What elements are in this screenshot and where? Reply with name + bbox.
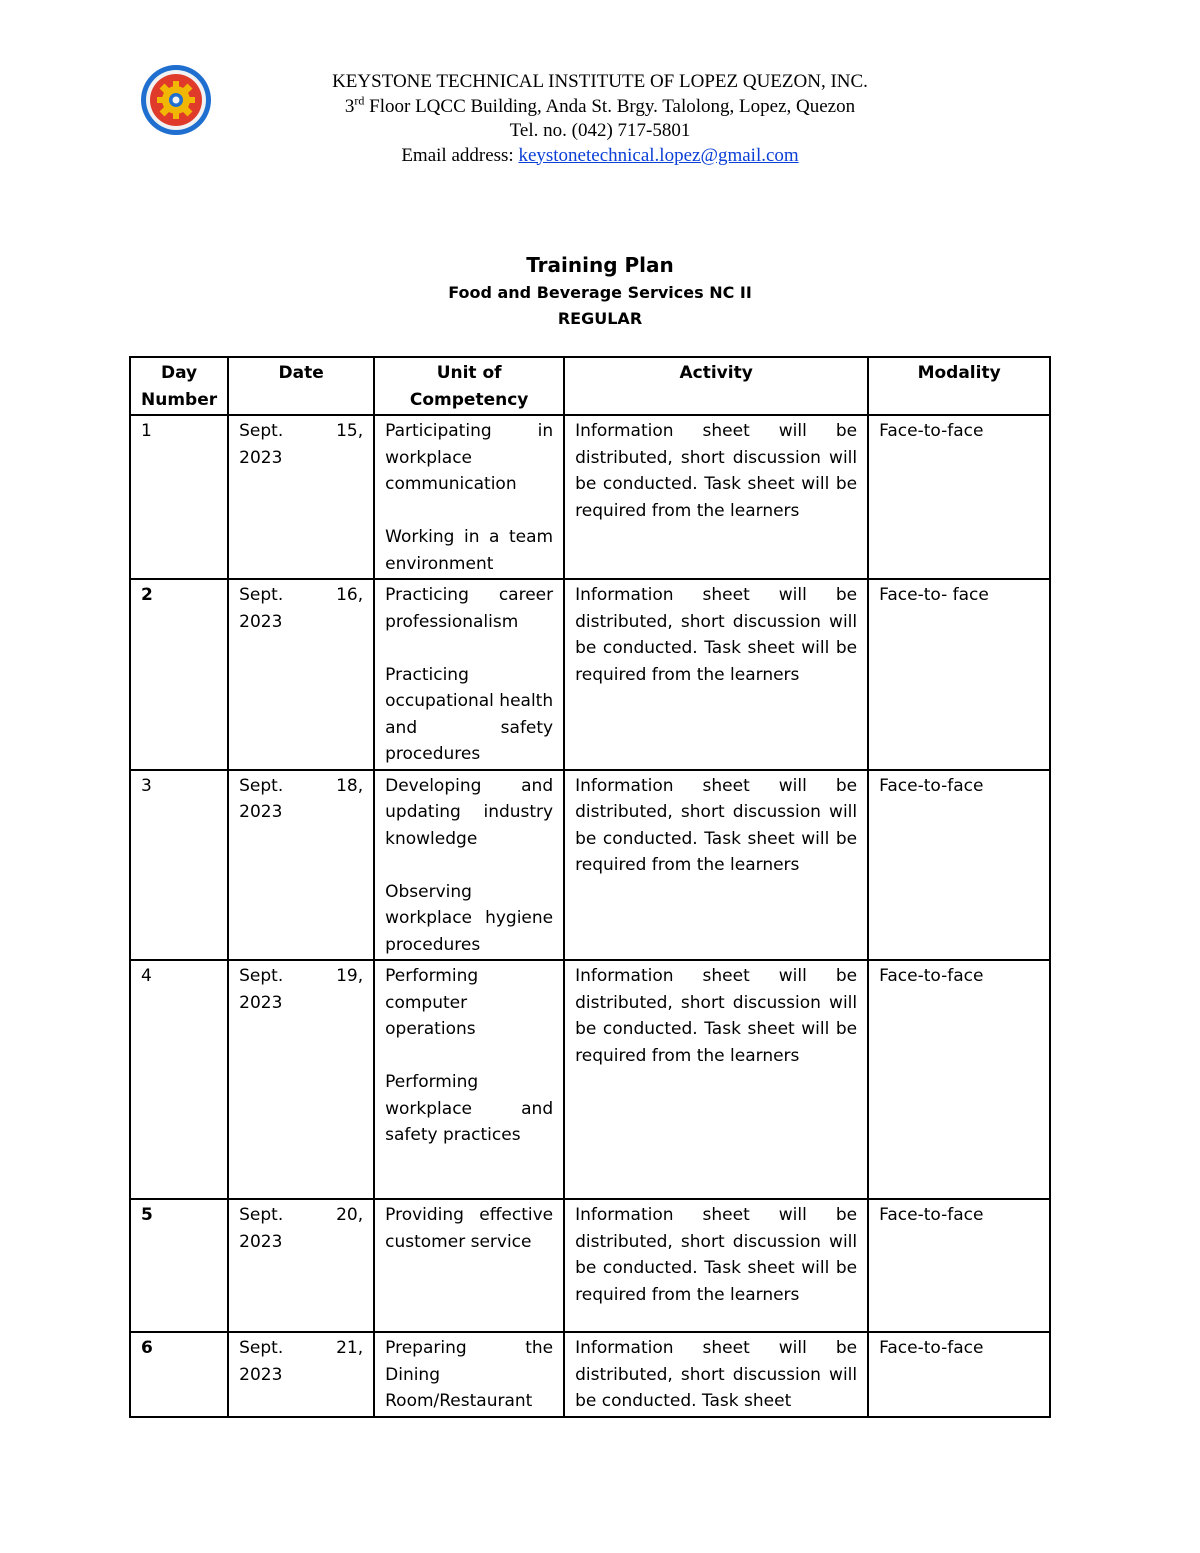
date-cell: Sept. 21, 2023 xyxy=(228,1332,374,1417)
table-row xyxy=(130,1199,1050,1332)
unit-item: Practicing occupational health and safety procedures xyxy=(385,664,554,764)
unit-cell xyxy=(374,960,564,1199)
date-cell: Sept. 20, 2023 xyxy=(228,1199,374,1332)
table-row xyxy=(130,960,1050,1199)
email-label: Email address: xyxy=(401,144,519,166)
table-row xyxy=(130,415,1050,579)
email-link[interactable]: keystonetechnical.lopez@gmail.com xyxy=(518,144,799,166)
institute-name: KEYSTONE TECHNICAL INSTITUTE OF LOPEZ QUEZON, INC. xyxy=(332,71,868,92)
date-cell: Sept. 19, 2023 xyxy=(228,960,374,1199)
unit-cell xyxy=(374,415,564,579)
table-row xyxy=(130,1332,1050,1417)
table-header-row xyxy=(130,357,1050,415)
course-name: Food and Beverage Services NC II xyxy=(448,283,752,302)
activity-cell: Information sheet will be distributed, short discussion will be conducted. Task sheet will be required from the learners xyxy=(564,579,868,770)
day-cell: 6 xyxy=(130,1332,228,1417)
table-row xyxy=(130,579,1050,770)
institute-telephone: Tel. no. (042) 717-5801 xyxy=(509,120,691,141)
header-modality: Modality xyxy=(868,357,1050,415)
document-titles xyxy=(0,250,1200,332)
institute-address: 3rd Floor LQCC Building, Anda St. Brgy. Talolong, Lopez, Quezon xyxy=(344,93,856,117)
header-unit-of-competency: Unit of Competency xyxy=(374,357,564,415)
activity-cell: Information sheet will be distributed, short discussion will be conducted. Task sheet xyxy=(564,1332,868,1417)
modality-cell: Face-to-face xyxy=(868,415,1050,579)
plan-type: REGULAR xyxy=(557,309,643,328)
modality-cell: Face-to-face xyxy=(868,1332,1050,1417)
training-plan-table xyxy=(129,356,1051,1418)
activity-cell: Information sheet will be distributed, short discussion will be conducted. Task sheet will be required from the learners xyxy=(564,770,868,961)
modality-cell: Face-to- face xyxy=(868,579,1050,770)
letterhead xyxy=(0,70,1200,168)
date-cell: Sept. 18, 2023 xyxy=(228,770,374,961)
modality-cell: Face-to-face xyxy=(868,960,1050,1199)
activity-cell: Information sheet will be distributed, short discussion will be conducted. Task sheet will be required from the learners xyxy=(564,415,868,579)
day-cell: 3 xyxy=(130,770,228,961)
unit-item: Performing computer operations xyxy=(385,966,479,1039)
activity-cell: Information sheet will be distributed, short discussion will be conducted. Task sheet will be required from the learners xyxy=(564,960,868,1199)
activity-cell: Information sheet will be distributed, short discussion will be conducted. Task sheet will be required from the learners xyxy=(564,1199,868,1332)
unit-cell xyxy=(374,1332,564,1417)
unit-item: Preparing the Dining Room/Restaurant xyxy=(385,1338,554,1411)
date-cell: Sept. 15, 2023 xyxy=(228,415,374,579)
unit-cell xyxy=(374,579,564,770)
day-cell: 5 xyxy=(130,1199,228,1332)
unit-cell xyxy=(374,770,564,961)
modality-cell: Face-to-face xyxy=(868,770,1050,961)
table-row xyxy=(130,770,1050,961)
header-activity: Activity xyxy=(564,357,868,415)
day-cell: 2 xyxy=(130,579,228,770)
unit-item: Developing and updating industry knowledge xyxy=(385,775,554,849)
day-cell: 1 xyxy=(130,415,228,579)
unit-item: Observing workplace hygiene procedures xyxy=(385,881,554,955)
unit-item: Performing workplace and safety practices xyxy=(385,1072,554,1145)
unit-item: Practicing career professionalism xyxy=(385,585,554,632)
unit-item: Working in a team environment xyxy=(385,527,554,574)
day-cell: 4 xyxy=(130,960,228,1199)
header-day-number: Day Number xyxy=(130,357,228,415)
institute-email-line xyxy=(0,144,1200,169)
date-cell: Sept. 16, 2023 xyxy=(228,579,374,770)
unit-item: Participating in workplace communication xyxy=(385,421,554,494)
document-title: Training Plan xyxy=(526,253,674,277)
header-date: Date xyxy=(228,357,374,415)
unit-cell xyxy=(374,1199,564,1332)
modality-cell: Face-to-face xyxy=(868,1199,1050,1332)
unit-item: Providing effective customer service xyxy=(385,1205,554,1252)
